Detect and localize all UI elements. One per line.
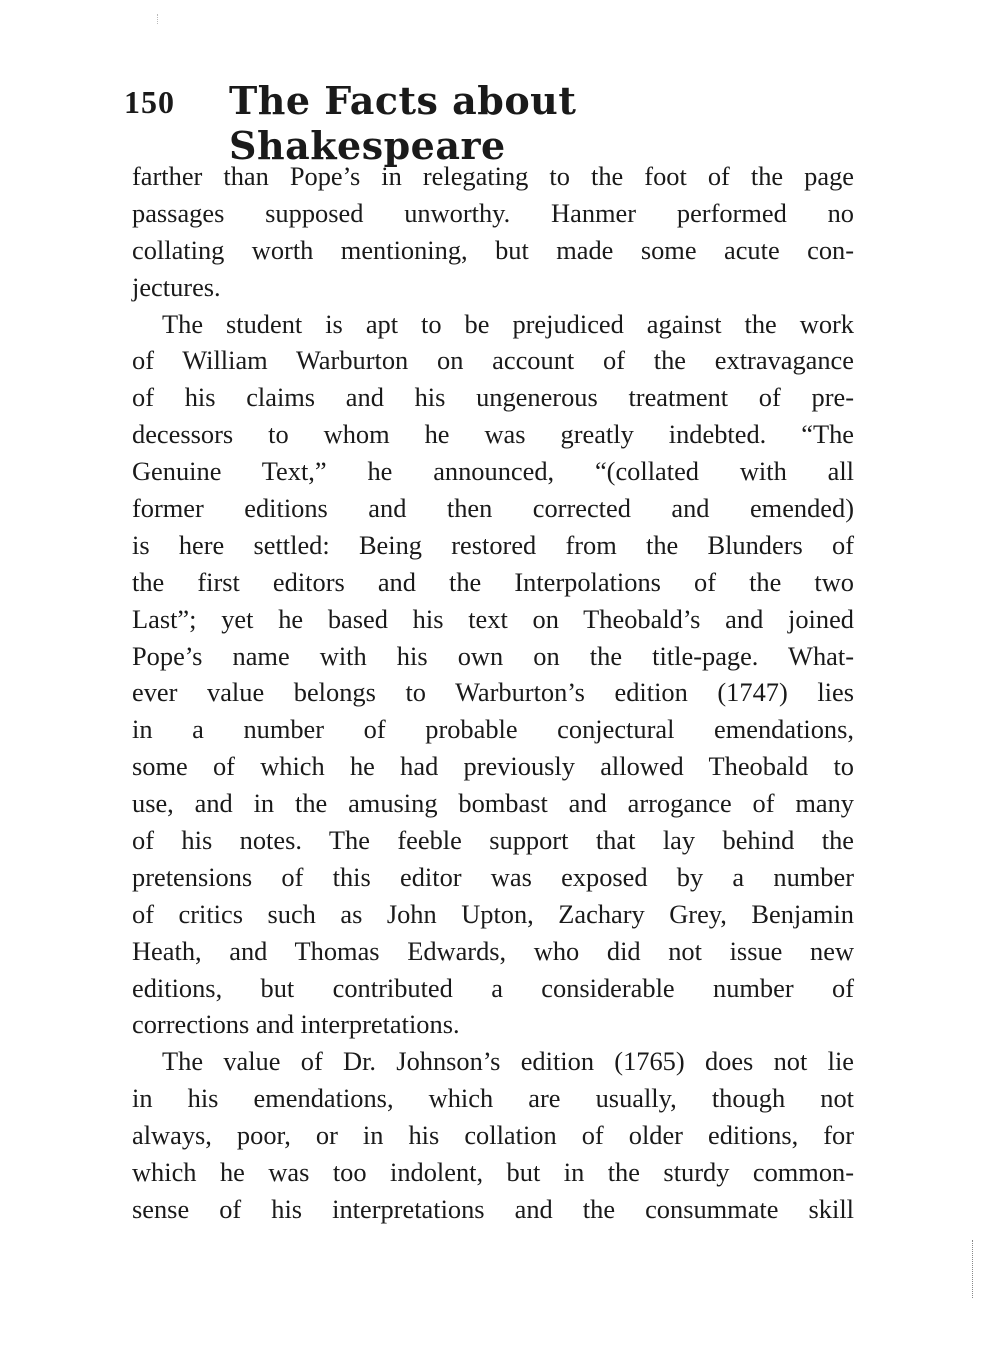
text-line: of his claims and his ungenerous treatment of pre-	[132, 382, 854, 413]
body-text	[132, 158, 854, 1228]
text-line: some of which he had previously allowed Theobald to	[132, 751, 854, 782]
text-line: which he was too indolent, but in the sturdy common-	[132, 1157, 854, 1188]
text-line: editions, but contributed a considerable number of	[132, 972, 854, 1003]
text-line: of his notes. The feeble support that lay behind the	[132, 825, 854, 856]
text-line: use, and in the amusing bombast and arrogance of many	[132, 788, 854, 819]
scan-artifact-mark	[157, 14, 159, 24]
text-line: is here settled: Being restored from the Blunders of	[132, 529, 854, 560]
page-number: 150	[124, 84, 175, 120]
text-line: in his emendations, which are usually, though not	[132, 1083, 854, 1114]
paragraph	[132, 1043, 854, 1227]
paragraph	[132, 158, 854, 306]
scan-edge-mark	[972, 1240, 974, 1298]
text-line: decessors to whom he was greatly indebted. “The	[132, 419, 854, 450]
text-line: of critics such as John Upton, Zachary Grey, Benjamin	[132, 898, 854, 929]
text-line: corrections and interpretations.	[132, 1009, 460, 1040]
text-line: passages supposed unworthy. Hanmer performed no	[132, 197, 854, 228]
text-line: sense of his interpretations and the consummate skill	[132, 1193, 854, 1224]
text-line: in a number of probable conjectural emendations,	[132, 714, 854, 745]
text-line: Last”; yet he based his text on Theobald’s and joined	[132, 603, 854, 634]
text-line: always, poor, or in his collation of older editions, for	[132, 1120, 854, 1151]
text-line: The student is apt to be prejudiced against the work	[162, 308, 854, 339]
text-line: the first editors and the Interpolations of the two	[132, 566, 854, 597]
text-line: farther than Pope’s in relegating to the foot of the page	[132, 161, 854, 191]
text-line: ever value belongs to Warburton’s edition (1747) lies	[132, 677, 854, 708]
text-line: pretensions of this editor was exposed by a number	[132, 861, 854, 892]
text-line: Pope’s name with his own on the title-page. What-	[132, 640, 854, 671]
text-line: of William Warburton on account of the extravagance	[132, 345, 854, 376]
text-line: former editions and then corrected and emended)	[132, 493, 854, 524]
text-line: Heath, and Thomas Edwards, who did not issue new	[132, 935, 854, 966]
paragraph	[132, 306, 854, 1044]
running-title: The Facts about Shakespeare	[229, 78, 577, 168]
text-line: jectures.	[132, 271, 221, 302]
text-line: Genuine Text,” he announced, “(collated with all	[132, 456, 854, 487]
text-line: collating worth mentioning, but made some acute con-	[132, 234, 854, 265]
text-line: The value of Dr. Johnson’s edition (1765) does not lie	[162, 1046, 854, 1077]
running-head	[124, 78, 864, 168]
